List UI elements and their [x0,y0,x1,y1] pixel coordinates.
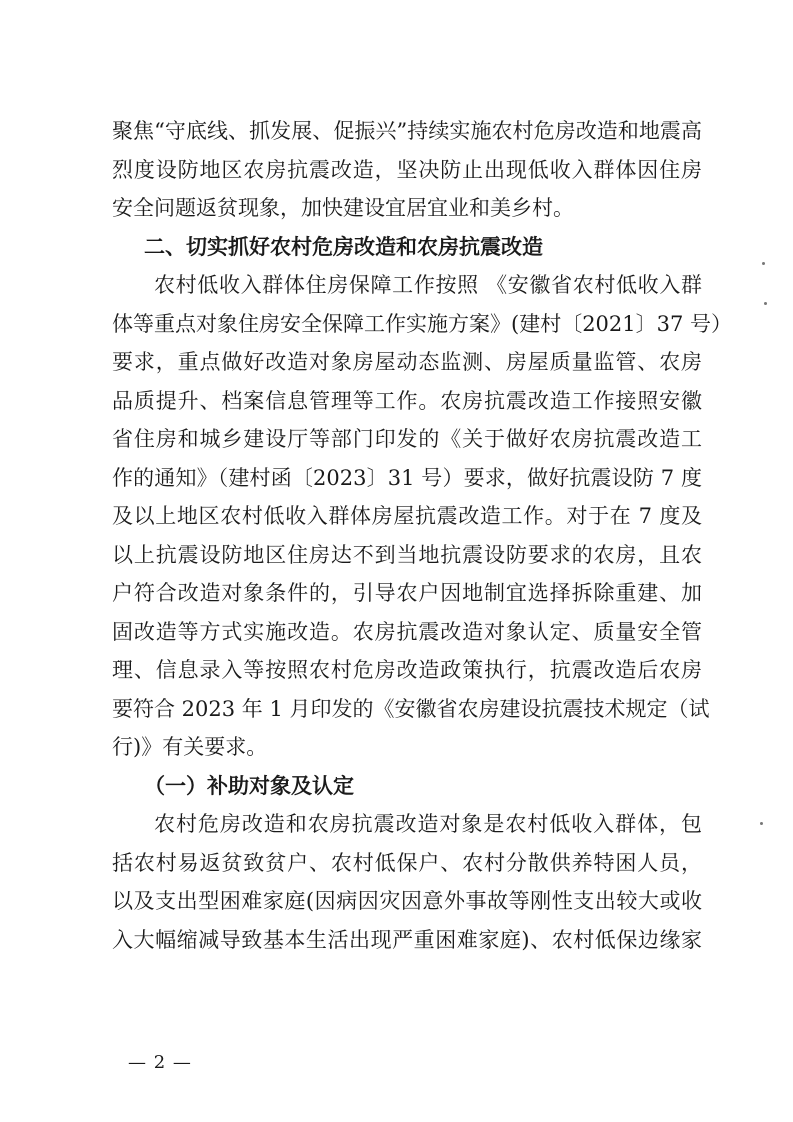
body-line: 作的通知》（建村函〔2023〕31 号）要求，做好抗震设防 7 度 [112,465,702,490]
body-line: 行)》有关要求。 [112,735,268,759]
body-line: 以及支出型困难家庭(因病因灾因意外事故等刚性支出较大或收 [112,889,702,913]
body-line: 烈度设防地区农房抗震改造，坚决防止出现低收入群体因住房 [112,157,702,182]
body-line: 以上抗震设防地区住房达不到当地抗震设防要求的农房，且农 [112,542,702,567]
body-line: 要符合 2023 年 1 月印发的《安徽省农房建设抗震技术规定（试 [112,696,710,721]
body-line: 理、信息录入等按照农村危房改造政策执行，抗震改造后农房 [112,658,702,682]
body-line: 户符合改造对象条件的，引导农户因地制宜选择拆除重建、加 [112,581,702,605]
body-line: 品质提升、档案信息管理等工作。农房抗震改造工作接照安徽 [112,388,702,413]
body-line: 农村低收入群体住房保障工作按照 《安徽省农村低收入群 [154,273,702,297]
page-number: — 2 — [128,1052,192,1073]
body-line: 固改造等方式实施改造。农房抗震改造对象认定、质量安全管 [112,619,702,644]
body-line: 省住房和城乡建设厅等部门印发的《关于做好农房抗震改造工 [112,427,702,451]
body-line: 聚焦“守底线、抓发展、促振兴”持续实施农村危房改造和地震高 [112,119,702,143]
section-heading: 二、切实抓好农村危房改造和农房抗震改造 [144,234,543,259]
scan-speck [764,302,767,305]
body-line: 安全问题返贫现象，加快建设宜居宜业和美乡村。 [112,196,574,220]
scan-speck [760,822,763,825]
subsection-heading: （一）补助对象及认定 [144,773,354,798]
body-line: 入大幅缩减导致基本生活出现严重困难家庭)、农村低保边缘家 [112,927,702,952]
body-line: 体等重点对象住房安全保障工作实施方案》(建村〔2021〕37 号） [112,311,733,336]
scan-speck [762,262,765,265]
body-line: 及以上地区农村低收入群体房屋抗震改造工作。对于在 7 度及 [112,504,702,528]
body-line: 农村危房改造和农房抗震改造对象是农村低收入群体，包 [154,812,702,836]
document-body [112,112,733,959]
body-line: 要求，重点做好改造对象房屋动态监测、房屋质量监管、农房 [112,350,702,374]
body-line: 括农村易返贫致贫户、农村低保户、农村分散供养特困人员， [112,850,702,875]
